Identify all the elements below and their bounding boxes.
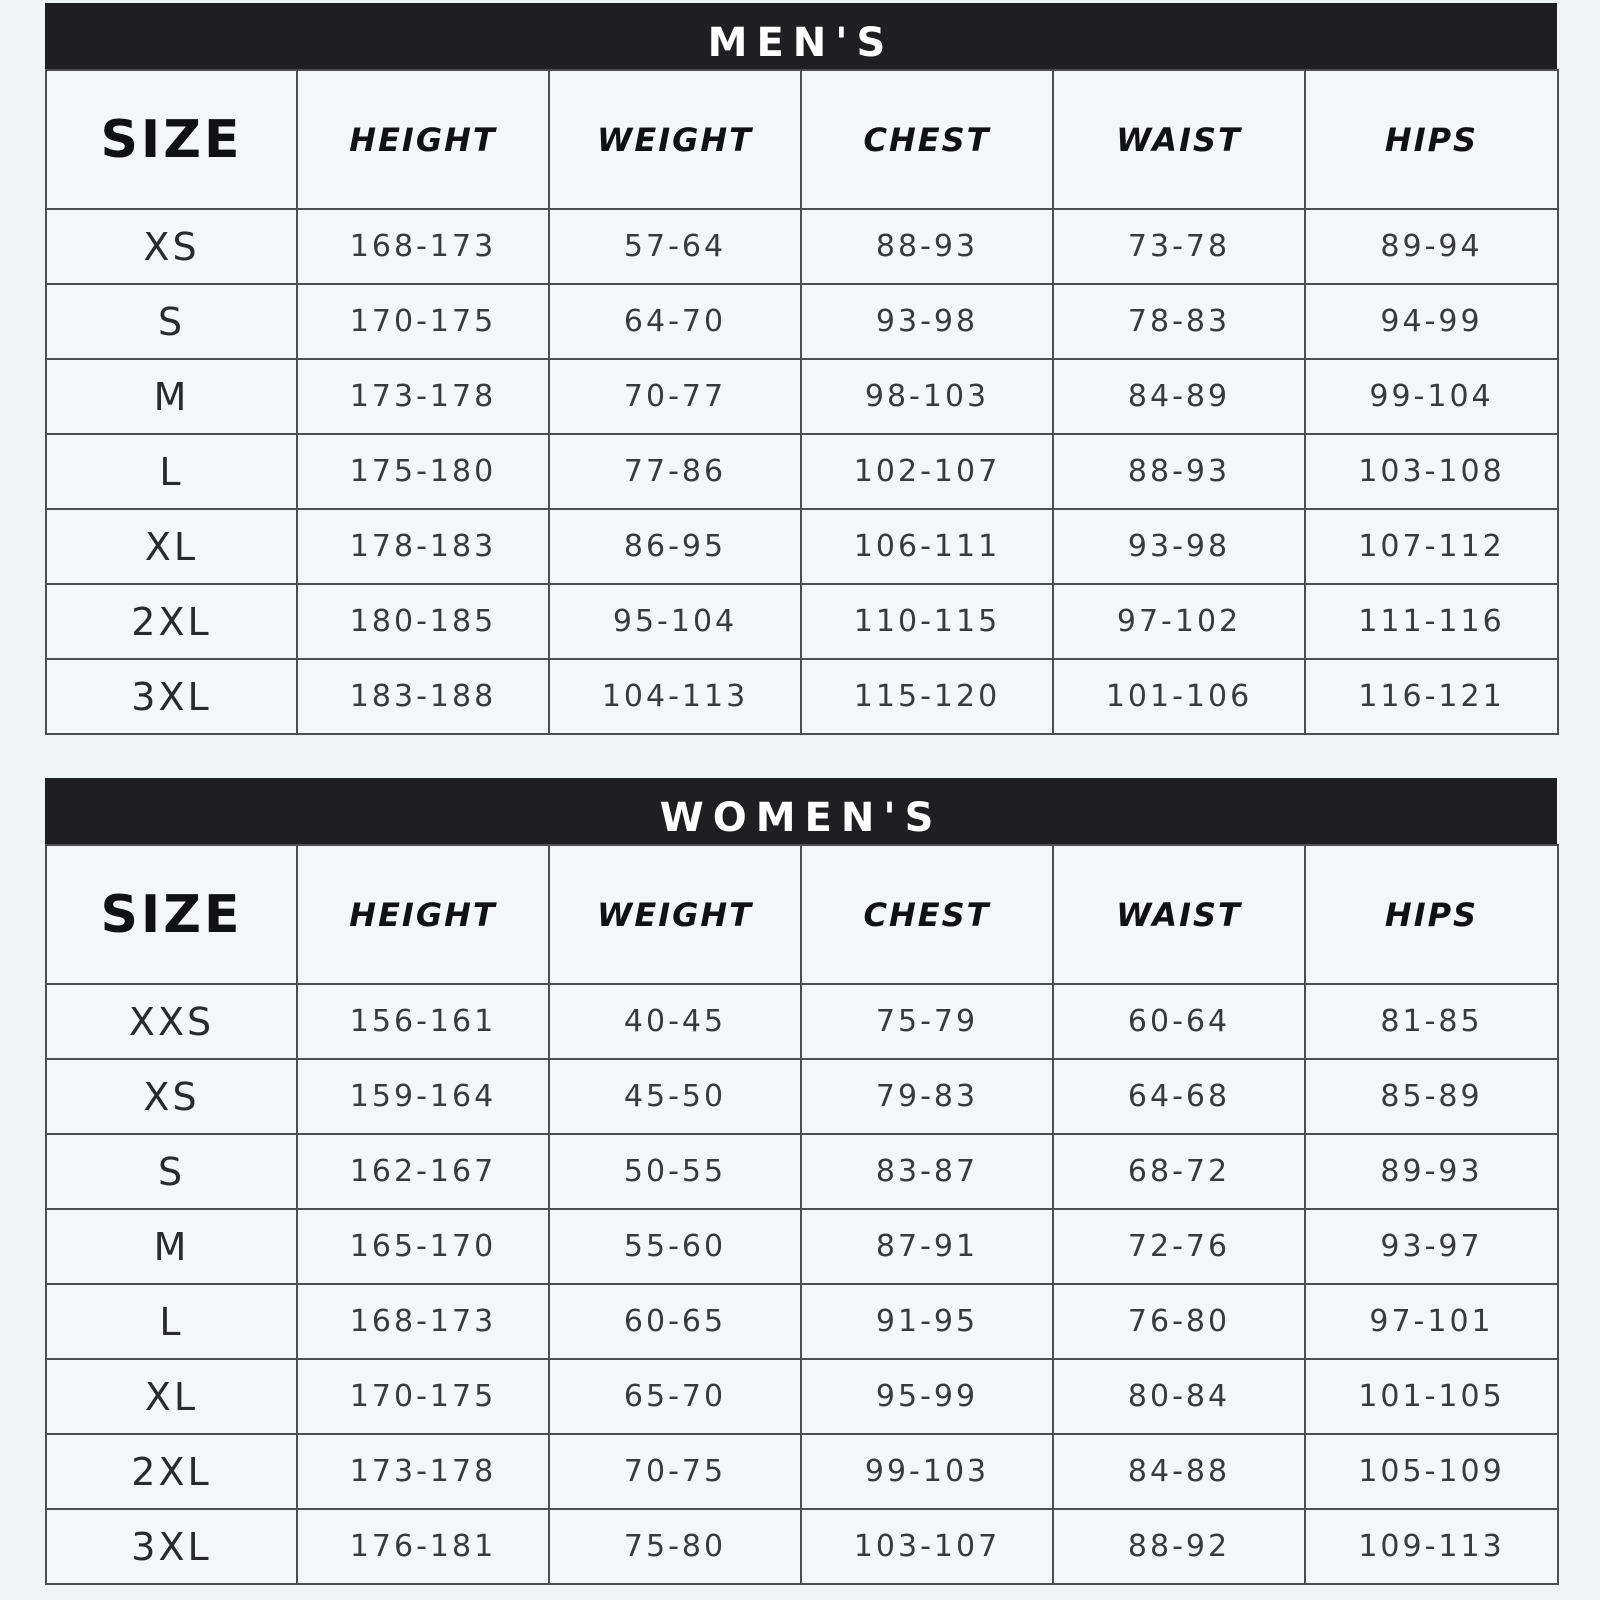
weight-value: 57-64 [549,209,801,284]
table-row [46,1209,1558,1284]
height-value: 176-181 [297,1509,549,1584]
height-value: 175-180 [297,434,549,509]
table-row [46,1509,1558,1584]
height-value: 173-178 [297,1434,549,1509]
table-row [46,984,1558,1059]
size-label: XXS [46,984,297,1059]
weight-value: 50-55 [549,1134,801,1209]
table-row [46,1359,1558,1434]
table-row [46,1434,1558,1509]
womens-header-row [46,845,1558,984]
hips-value: 99-104 [1305,359,1558,434]
column-header-chest: CHEST [801,70,1053,209]
size-label: 3XL [46,659,297,734]
weight-value: 77-86 [549,434,801,509]
mens-size-table [45,69,1559,735]
womens-size-table [45,844,1559,1585]
waist-value: 68-72 [1053,1134,1305,1209]
chest-value: 106-111 [801,509,1053,584]
weight-value: 75-80 [549,1509,801,1584]
column-header-hips: HIPS [1305,845,1558,984]
size-label: 3XL [46,1509,297,1584]
chest-value: 83-87 [801,1134,1053,1209]
table-row [46,284,1558,359]
mens-chart-title: MEN'S [45,3,1557,69]
height-value: 165-170 [297,1209,549,1284]
chest-value: 75-79 [801,984,1053,1059]
waist-value: 97-102 [1053,584,1305,659]
column-header-chest: CHEST [801,845,1053,984]
table-row [46,434,1558,509]
hips-value: 89-93 [1305,1134,1558,1209]
table-row [46,359,1558,434]
hips-value: 94-99 [1305,284,1558,359]
size-label: L [46,434,297,509]
column-header-waist: WAIST [1053,845,1305,984]
height-value: 170-175 [297,284,549,359]
height-value: 168-173 [297,209,549,284]
height-value: 162-167 [297,1134,549,1209]
table-row [46,584,1558,659]
height-value: 183-188 [297,659,549,734]
hips-value: 105-109 [1305,1434,1558,1509]
waist-value: 80-84 [1053,1359,1305,1434]
table-row [46,509,1558,584]
chest-value: 95-99 [801,1359,1053,1434]
waist-value: 64-68 [1053,1059,1305,1134]
chest-value: 79-83 [801,1059,1053,1134]
chest-value: 99-103 [801,1434,1053,1509]
chest-value: 98-103 [801,359,1053,434]
weight-value: 55-60 [549,1209,801,1284]
womens-chart-title: WOMEN'S [45,778,1557,844]
chest-value: 87-91 [801,1209,1053,1284]
size-label: XL [46,509,297,584]
hips-value: 93-97 [1305,1209,1558,1284]
column-header-height: HEIGHT [297,845,549,984]
hips-value: 89-94 [1305,209,1558,284]
height-value: 159-164 [297,1059,549,1134]
waist-value: 72-76 [1053,1209,1305,1284]
size-label: M [46,359,297,434]
weight-value: 60-65 [549,1284,801,1359]
hips-value: 81-85 [1305,984,1558,1059]
size-label: XS [46,1059,297,1134]
waist-value: 88-93 [1053,434,1305,509]
column-header-height: HEIGHT [297,70,549,209]
table-row [46,209,1558,284]
table-row [46,1134,1558,1209]
waist-value: 73-78 [1053,209,1305,284]
height-value: 168-173 [297,1284,549,1359]
hips-value: 116-121 [1305,659,1558,734]
weight-value: 70-75 [549,1434,801,1509]
size-label: 2XL [46,584,297,659]
table-row [46,659,1558,734]
hips-value: 97-101 [1305,1284,1558,1359]
table-row [46,1059,1558,1134]
hips-value: 107-112 [1305,509,1558,584]
waist-value: 84-88 [1053,1434,1305,1509]
height-value: 170-175 [297,1359,549,1434]
column-header-hips: HIPS [1305,70,1558,209]
column-header-size: SIZE [46,845,297,984]
weight-value: 104-113 [549,659,801,734]
waist-value: 60-64 [1053,984,1305,1059]
size-label: M [46,1209,297,1284]
weight-value: 65-70 [549,1359,801,1434]
height-value: 178-183 [297,509,549,584]
weight-value: 70-77 [549,359,801,434]
hips-value: 103-108 [1305,434,1558,509]
womens-table-body [46,984,1558,1584]
column-header-waist: WAIST [1053,70,1305,209]
mens-header-row [46,70,1558,209]
waist-value: 88-92 [1053,1509,1305,1584]
size-label: 2XL [46,1434,297,1509]
hips-value: 101-105 [1305,1359,1558,1434]
size-label: XS [46,209,297,284]
chest-value: 110-115 [801,584,1053,659]
column-header-size: SIZE [46,70,297,209]
mens-size-chart [45,3,1557,735]
height-value: 173-178 [297,359,549,434]
chest-value: 93-98 [801,284,1053,359]
height-value: 156-161 [297,984,549,1059]
waist-value: 76-80 [1053,1284,1305,1359]
height-value: 180-185 [297,584,549,659]
womens-size-chart [45,778,1557,1585]
waist-value: 93-98 [1053,509,1305,584]
size-label: S [46,1134,297,1209]
column-header-weight: WEIGHT [549,70,801,209]
chest-value: 91-95 [801,1284,1053,1359]
waist-value: 101-106 [1053,659,1305,734]
hips-value: 109-113 [1305,1509,1558,1584]
column-header-weight: WEIGHT [549,845,801,984]
chest-value: 102-107 [801,434,1053,509]
weight-value: 95-104 [549,584,801,659]
chest-value: 115-120 [801,659,1053,734]
size-label: L [46,1284,297,1359]
weight-value: 45-50 [549,1059,801,1134]
weight-value: 40-45 [549,984,801,1059]
waist-value: 84-89 [1053,359,1305,434]
weight-value: 86-95 [549,509,801,584]
chest-value: 88-93 [801,209,1053,284]
hips-value: 85-89 [1305,1059,1558,1134]
weight-value: 64-70 [549,284,801,359]
size-label: XL [46,1359,297,1434]
waist-value: 78-83 [1053,284,1305,359]
chest-value: 103-107 [801,1509,1053,1584]
mens-table-body [46,209,1558,734]
hips-value: 111-116 [1305,584,1558,659]
table-row [46,1284,1558,1359]
size-label: S [46,284,297,359]
